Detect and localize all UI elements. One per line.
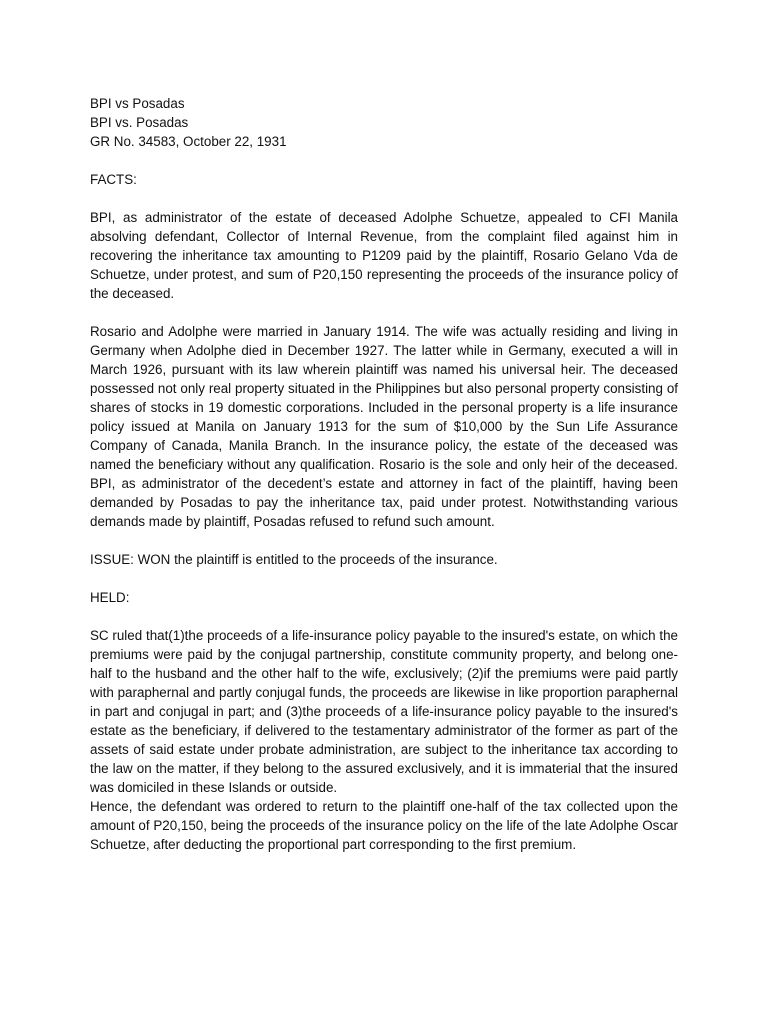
case-title-alt: BPI vs. Posadas: [90, 115, 189, 130]
facts-paragraph: Rosario and Adolphe were married in January 1914. The wife was actually residing and living in Germany when Adolphe died in December 1927. The latter while in Germany, executed a will in March 1926, pursuant with its law wherein plaintiff was named his universal heir. The deceased possessed not only real property situated in the Philippines but also personal property consisting of shares of stocks in 19 domestic corporations. Included in the personal property is a life insurance policy issued at Manila on January 1913 for the sum of $10,000 by the Sun Life Assurance Company of Canada, Manila Branch. In the insurance policy, the estate of the deceased was named the beneficiary without any qualification. Rosario is the sole and only heir of the deceased. BPI, as administrator of the decedent’s estate and attorney in fact of the plaintiff, having been demanded by Posadas to pay the inheritance tax, paid under protest. Notwithstanding various demands made by plaintiff, Posadas refused to refund such amount.: [90, 324, 678, 529]
spacer: [90, 303, 678, 322]
spacer: [90, 189, 678, 208]
document-body: [90, 94, 678, 854]
case-citation: GR No. 34583, October 22, 1931: [90, 134, 287, 149]
spacer: [90, 607, 678, 626]
spacer: [90, 151, 678, 170]
spacer: [90, 531, 678, 550]
facts-paragraph: BPI, as administrator of the estate of deceased Adolphe Schuetze, appealed to CFI Manila absolving defendant, Collector of Internal Revenue, from the complaint filed against him in recovering the inheritance tax amounting to P1209 paid by the plaintiff, Rosario Gelano Vda de Schuetze, under protest, and sum of P20,150 representing the proceeds of the insurance policy of the deceased.: [90, 210, 678, 301]
held-paragraph: Hence, the defendant was ordered to return to the plaintiff one-half of the tax collected upon the amount of P20,150, being the proceeds of the insurance policy on the life of the late Adolphe Oscar Schuetze, after deducting the proportional part corresponding to the first premium.: [90, 799, 678, 852]
held-paragraph: SC ruled that(1)the proceeds of a life-insurance policy payable to the insured's estate, on which the premiums were paid by the conjugal partnership, constitute community property, and belong one-half to the husband and the other half to the wife, exclusively; (2)if the premiums were paid partly with paraphernal and partly conjugal funds, the proceeds are likewise in like proportion paraphernal in part and conjugal in part; and (3)the proceeds of a life-insurance policy payable to the insured's estate as the beneficiary, if delivered to the testamentary administrator of the former as part of the assets of said estate under probate administration, are subject to the inheritance tax according to the law on the matter, if they belong to the assured exclusively, and it is immaterial that the insured was domiciled in these Islands or outside.: [90, 628, 678, 795]
held-heading: HELD:: [90, 590, 130, 605]
facts-heading: FACTS:: [90, 172, 137, 187]
case-title: BPI vs Posadas: [90, 96, 185, 111]
spacer: [90, 569, 678, 588]
issue-statement: ISSUE: WON the plaintiff is entitled to the proceeds of the insurance.: [90, 552, 498, 567]
